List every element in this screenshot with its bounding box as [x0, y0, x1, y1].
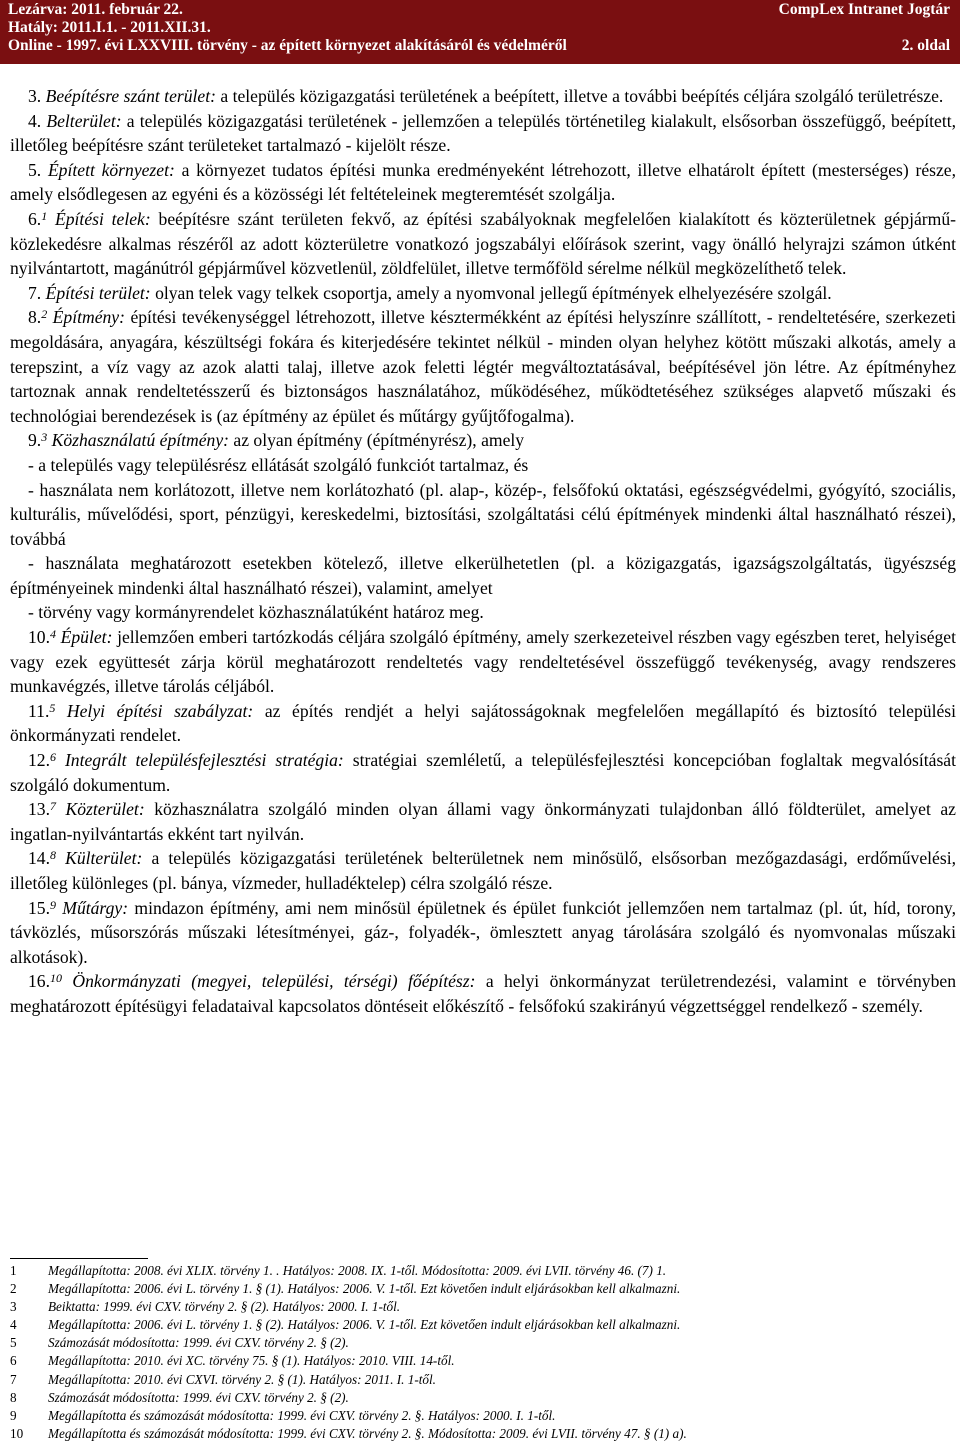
footnote-number: 7 — [10, 1371, 17, 1387]
footnote-item — [10, 1316, 956, 1334]
definition-text: stratégiai szemléletű, a településfejlesztési koncepcióban foglaltak megvalósítását szolgáló dokumentum. — [10, 750, 956, 795]
footnote-item — [10, 1407, 956, 1425]
criteria-item: - a település vagy településrész ellátását szolgáló funkciót tartalmaz, és — [28, 454, 529, 475]
publisher-name: CompLex Intranet Jogtár — [778, 1, 950, 18]
defined-term: Építési terület: — [45, 282, 151, 303]
defined-term: Közhasználatú építmény: — [51, 430, 229, 451]
definition-paragraph — [10, 207, 956, 281]
footnote-reference[interactable]: 9 — [50, 897, 56, 912]
definition-number: 10. — [28, 627, 50, 648]
criteria-item: - használata nem korlátozott, illetve nem korlátozható (pl. alap-, közép-, felsőfokú oktatási, egészségvédelmi, gyógyító, szociális, kulturális, művelődési, sport, pénzügyi, kereskedelmi, biztosítási, szolgáltatási célú építmények mindenki által használható részei), továbbá — [10, 479, 956, 549]
criteria-item: - használata meghatározott esetekben kötelező, illetve elkerülhetetlen (pl. a közigazgatás, igazságszolgáltatás, ügyészség építményeinek mindenki által használható részei), valamint, amelyet — [10, 553, 956, 598]
definition-text: beépítésre szánt területen fekvő, az építési szabályoknak megfelelően kialakított és közterületnek gépjármű-közlekedésre alkalmas részéről az adott közterületre vonatkozó jogszabályi előírások szerint, vagy önálló helyrajzi számon útként nyilvántartott, magánútról gépjárművel közvetlenül, zöldfelület, illetve termőföld sérelme nélkül megközelíthető telek. — [10, 208, 956, 279]
definition-number: 14. — [28, 848, 50, 869]
definition-paragraph — [10, 158, 956, 207]
document-body — [10, 84, 956, 1019]
public-building-criteria — [10, 453, 956, 625]
footnote-reference[interactable]: 2 — [41, 307, 48, 322]
definition-number: 16. — [28, 971, 50, 992]
footnote-item — [10, 1389, 956, 1407]
defined-term: Külterület: — [65, 848, 143, 869]
footnote-number: 2 — [10, 1281, 17, 1297]
footnote-number: 6 — [10, 1353, 17, 1369]
defined-term: Közterület: — [65, 799, 145, 820]
defined-term: Műtárgy: — [62, 897, 129, 918]
footnote-reference[interactable]: 6 — [50, 750, 56, 765]
footnote-number: 5 — [10, 1335, 17, 1351]
criteria-item: - törvény vagy kormányrendelet közhasználatúként határoz meg. — [28, 602, 484, 623]
footnote-text: Számozását módosította: 1999. évi CXV. törvény 2. § (2). — [48, 1335, 349, 1351]
definition-number: 15. — [28, 897, 50, 918]
footnote-item — [10, 1298, 956, 1316]
footnote-number: 10 — [10, 1425, 24, 1441]
definition-paragraph — [10, 748, 956, 797]
footnote-item — [10, 1334, 956, 1352]
definition-text: építési tevékenységgel létrehozott, illetve késztermékként az építési helyszínre szállított, - rendeltetésére, szerkezeti megoldására, anyagára, készültségi fokára és kiterjedésére tekintet nélkül - minden olyan helyhez kötött műszaki alkotás, amely a terepszint, a víz vagy az azok alatti talaj, illetve azok feletti légtér megváltoztatásával, beépítésével jön létre. Az építményhez tartoznak annak rendeltetésszerű és biztonságos használatához, működéséhez, működtetéséhez szükséges alapvető műszaki és technológiai berendezések is (az építmény az épület és műtárgy gyűjtőfogalma). — [10, 307, 956, 426]
definition-number: 4. — [28, 110, 42, 131]
definition-paragraph — [10, 625, 956, 699]
defined-term: Integrált településfejlesztési stratégia: — [64, 750, 344, 771]
footnote-text: Számozását módosította: 1999. évi CXV. törvény 2. § (2). — [48, 1389, 349, 1405]
definition-paragraph — [10, 305, 956, 428]
law-title: Online - 1997. évi LXXVIII. törvény - az épített környezet alakításáról és védelméről — [8, 37, 567, 54]
definition-paragraph — [10, 896, 956, 970]
definition-text: jellemzően emberi tartózkodás céljára szolgáló építmény, amely szerkezeteivel részben vagy egészben teret, helyiséget vagy ezek együttesét zárja körül meghatározott rendeltetés vagy rendeltetésével összefüggő tevékenység, avagy rendszeres munkavégzés, illetve tárolás céljából. — [10, 627, 956, 697]
footnotes — [10, 1262, 956, 1443]
footnote-text: Megállapította: 2010. évi CXVI. törvény 2. § (1). Hatályos: 2011. I. 1-től. — [48, 1371, 436, 1387]
definitions-part-1 — [10, 84, 956, 453]
validity-period: Hatály: 2011.I.1. - 2011.XII.31. — [8, 19, 211, 36]
footnote-reference[interactable]: 1 — [41, 208, 48, 223]
footnote-number: 1 — [10, 1263, 17, 1278]
definition-paragraph — [10, 281, 956, 306]
footnote-text: Beiktatta: 1999. évi CXV. törvény 2. § (2). Hatályos: 2000. I. 1-től. — [48, 1299, 401, 1315]
defined-term: Épület: — [60, 627, 113, 648]
defined-term: Beépítésre szánt terület: — [45, 86, 216, 106]
footnote-item — [10, 1352, 956, 1370]
definition-text: az olyan építmény (építményrész), amely — [229, 430, 525, 451]
closing-date: Lezárva: 2011. február 22. — [8, 1, 183, 18]
definition-number: 12. — [28, 750, 50, 771]
definition-text: az építés rendjét a helyi sajátosságoknak megfelelően megállapító és biztosító települési önkormányzati rendelet. — [10, 700, 957, 746]
defined-term: Építési telek: — [55, 208, 151, 229]
footnote-text: Megállapította: 2006. évi L. törvény 1. § (2). Hatályos: 2006. V. 1-től. Ezt követően indult eljárásokban kell alkalmazni. — [48, 1317, 681, 1333]
footnote-text: Megállapította: 2008. évi XLIX. törvény 1. . Hatályos: 2008. IX. 1-től. Módosította: 2009. évi LVII. törvény 46. (7) 1. — [48, 1263, 667, 1278]
definitions-part-2 — [10, 625, 956, 1019]
footnote-item — [10, 1425, 956, 1443]
definition-number: 13. — [28, 799, 50, 820]
definition-paragraph — [10, 969, 956, 1018]
footnote-item — [10, 1280, 956, 1298]
definition-paragraph — [10, 846, 956, 895]
defined-term: Belterület: — [46, 110, 122, 131]
definition-text: a település közigazgatási területének a beépített, illetve a további beépítés céljára szolgáló területrésze. — [215, 86, 944, 106]
footnote-number: 3 — [10, 1299, 17, 1315]
definition-number: 6. — [28, 208, 42, 229]
footnote-reference[interactable]: 10 — [50, 971, 62, 986]
definition-text: mindazon építmény, ami nem minősül épületnek és épület funkciót jellemzően nem tartalmaz (pl. út, híd, torony, távközlés, műsorszórás műszaki létesítményei, gáz-, folyadék-, ömlesztett anyag tárolására szolgáló és nyomvonalas műszaki alkotások). — [10, 897, 956, 967]
definition-paragraph — [10, 84, 956, 109]
definition-text: a környezet tudatos építési munka eredményeként létrehozott, illetve elhatárolt épített (mesterséges) része, amely elsődlegesen az egyéni és a közösségi lét feltételeinek megteremtését szolgálja. — [10, 159, 957, 205]
footnote-number: 8 — [10, 1389, 17, 1405]
footnote-reference[interactable]: 7 — [50, 799, 56, 814]
definition-number: 7. — [28, 282, 42, 303]
definition-paragraph — [10, 109, 956, 158]
definition-number: 3. — [28, 86, 42, 106]
definition-number: 11. — [28, 700, 50, 721]
footnote-separator — [10, 1258, 148, 1259]
definition-text: közhasználatra szolgáló minden olyan állami vagy önkormányzati tulajdonban álló földterület, amelyet az ingatlan-nyilvántartás ekként tart nyilván. — [10, 799, 956, 844]
footnote-number: 9 — [10, 1407, 17, 1423]
header-row-2 — [8, 19, 950, 37]
footnote-reference[interactable]: 5 — [49, 700, 56, 715]
definition-paragraph — [10, 428, 956, 453]
definition-number: 9. — [28, 430, 42, 451]
header-row-3 — [8, 37, 950, 55]
page-number: 2. oldal — [901, 37, 950, 54]
footnote-item — [10, 1371, 956, 1389]
footnote-reference[interactable]: 8 — [50, 848, 56, 863]
defined-term: Helyi építési szabályzat: — [66, 700, 254, 721]
footnote-text: Megállapította: 2010. évi XC. törvény 75. § (1). Hatályos: 2010. VIII. 14-től. — [48, 1353, 455, 1369]
definition-text: olyan telek vagy telkek csoportja, amely a nyomvonal jellegű építmények elhelyezésére szolgál. — [150, 282, 832, 303]
footnote-text: Megállapította és számozását módosította: 1999. évi CXV. törvény 2. §. Hatályos: 2000. I. 1-től. — [48, 1407, 556, 1423]
footnote-text: Megállapította és számozását módosította: 1999. évi CXV. törvény 2. §. Módosította: 2009. évi LVII. törvény 47. § (1) a). — [48, 1425, 687, 1441]
header-row-1 — [8, 1, 950, 19]
defined-term: Építmény: — [52, 307, 125, 328]
document-header — [0, 0, 960, 64]
definition-number: 8. — [28, 307, 42, 328]
footnote-text: Megállapította: 2006. évi L. törvény 1. § (1). Hatályos: 2006. V. 1-től. Ezt követően indult eljárásokban kell alkalmazni. — [48, 1281, 681, 1297]
definition-number: 5. — [28, 159, 42, 180]
definition-text: a település közigazgatási területének - jellemzően a település történetileg kialakult, elsősorban összefüggő, beépített, illetőleg beépítésre szánt területeket tartalmazó - kijelölt része. — [10, 110, 956, 156]
definition-text: a helyi önkormányzat területrendezési, valamint e törvényben meghatározott építésügyi feladataival kapcsolatos döntéseit előkészítő - felsőfokú szakirányú végzettséggel rendelkező - személy. — [10, 971, 956, 1016]
definition-text: a település közigazgatási területének belterületnek nem minősülő, elsősorban mezőgazdasági, erdőművelési, illetőleg különleges (pl. bánya, vízmeder, hulladéktelep) célra szolgáló része. — [10, 848, 956, 893]
definition-paragraph — [10, 797, 956, 846]
definition-paragraph — [10, 699, 956, 748]
footnote-reference[interactable]: 3 — [41, 430, 48, 445]
footnote-item — [10, 1262, 956, 1280]
defined-term: Önkormányzati (megyei, települési, térségi) főépítész: — [72, 971, 476, 992]
footnote-reference[interactable]: 4 — [50, 627, 56, 642]
footnote-number: 4 — [10, 1317, 17, 1333]
defined-term: Épített környezet: — [47, 159, 175, 180]
